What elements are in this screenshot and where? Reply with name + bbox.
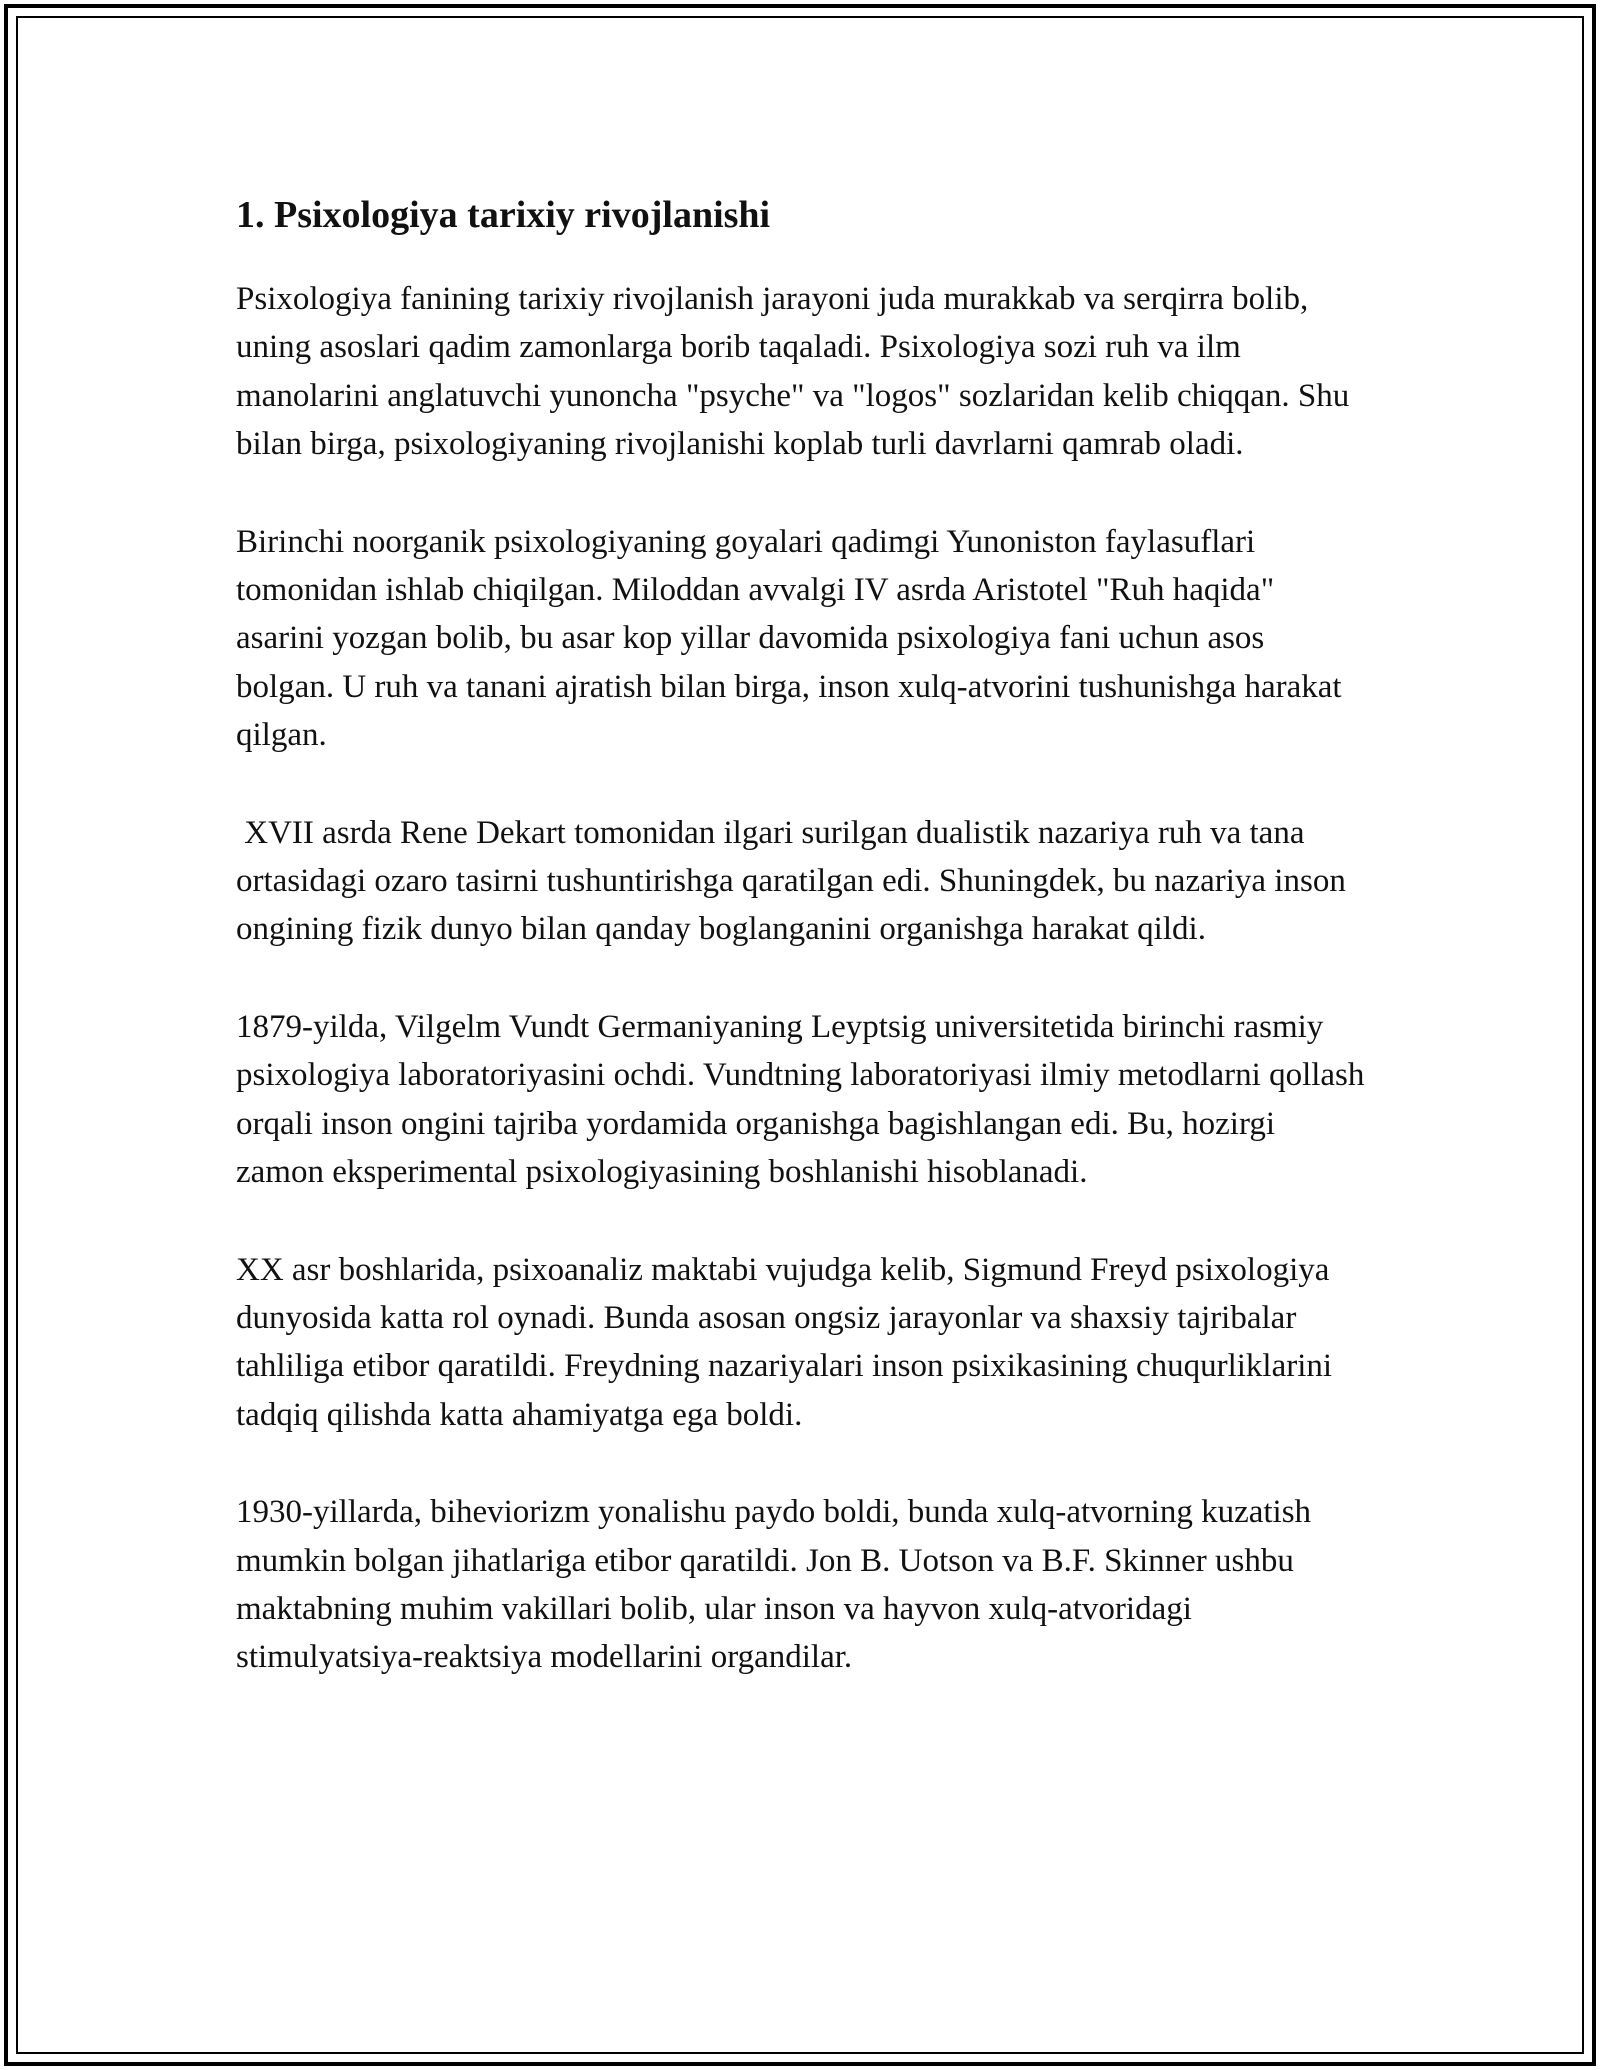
paragraph-behaviorism: 1930-yillarda, biheviorizm yonalishu paydo boldi, bunda xulq-atvorning kuzatish mumkin bolgan jihatlariga etibor qaratildi. Jon B. Uotson va B.F. Skinner ushbu maktabning muhim vakillari bolib, ular inson va hayvon xulq-atvoridagi stimulyatsiya-reaktsiya modellarini organdilar. xyxy=(236,1494,1320,1676)
paragraph-wundt: 1879-yilda, Vilgelm Vundt Germaniyaning Leyptsig universitetida birinchi rasmiy psixologiya laboratoriyasini ochdi. Vundtning laboratoriyasi ilmiy metodlarni qollash orqali inson ongini tajriba yordamida organishga bagishlangan edi. Bu, hozirgi zamon eksperimental psixologiyasining boshlanishi hisoblanadi. xyxy=(236,1008,1373,1191)
paragraph-ancient-greece: Birinchi noorganik psixologiyaning goyalari qadimgi Yunoniston faylasuflari tomonidan ishlab chiqilgan. Miloddan avvalgi IV asrda Aristotel "Ruh haqida" asarini yozgan bolib, bu asar kop yillar davomida psixologiya fani uchun asos bolgan. U ruh va tanani ajratish bilan birga, inson xulq-atvorini tushunishga harakat qilgan. xyxy=(236,523,1350,754)
paragraph-origins: Psixologiya fanining tarixiy rivojlanish jarayoni juda murakkab va serqirra bolib, uning asoslari qadim zamonlarga borib taqaladi. Psixologiya sozi ruh va ilm manolarini anglatuvchi yunoncha "psyche" va "logos" sozlaridan kelib chiqqan. Shu bilan birga, psixologiyaning rivojlanishi koplab turli davrlarni qamrab oladi. xyxy=(236,281,1358,463)
paragraph-descartes: XVII asrda Rene Dekart tomonidan ilgari surilgan dualistik nazariya ruh va tana ortasidagi ozaro tasirni tushuntirishga qaratilgan edi. Shuningdek, bu nazariya inson ongining fizik dunyo bilan qanday boglanganini organishga harakat qildi. xyxy=(236,814,1355,948)
paragraph-freud: XX asr boshlarida, psixoanaliz maktabi vujudga kelib, Sigmund Freyd psixologiya dunyosida katta rol oynadi. Bunda asosan ongsiz jarayonlar va shaxsiy tajribalar tahliliga etibor qaratildi. Freydning nazariyalari inson psixikasining chuqurliklarini tadqiq qilishda katta ahamiyatga ega boldi. xyxy=(236,1251,1341,1433)
document-body xyxy=(236,187,1373,1731)
section-heading: 1. Psixologiya tarixiy rivojlanishi xyxy=(236,194,771,236)
